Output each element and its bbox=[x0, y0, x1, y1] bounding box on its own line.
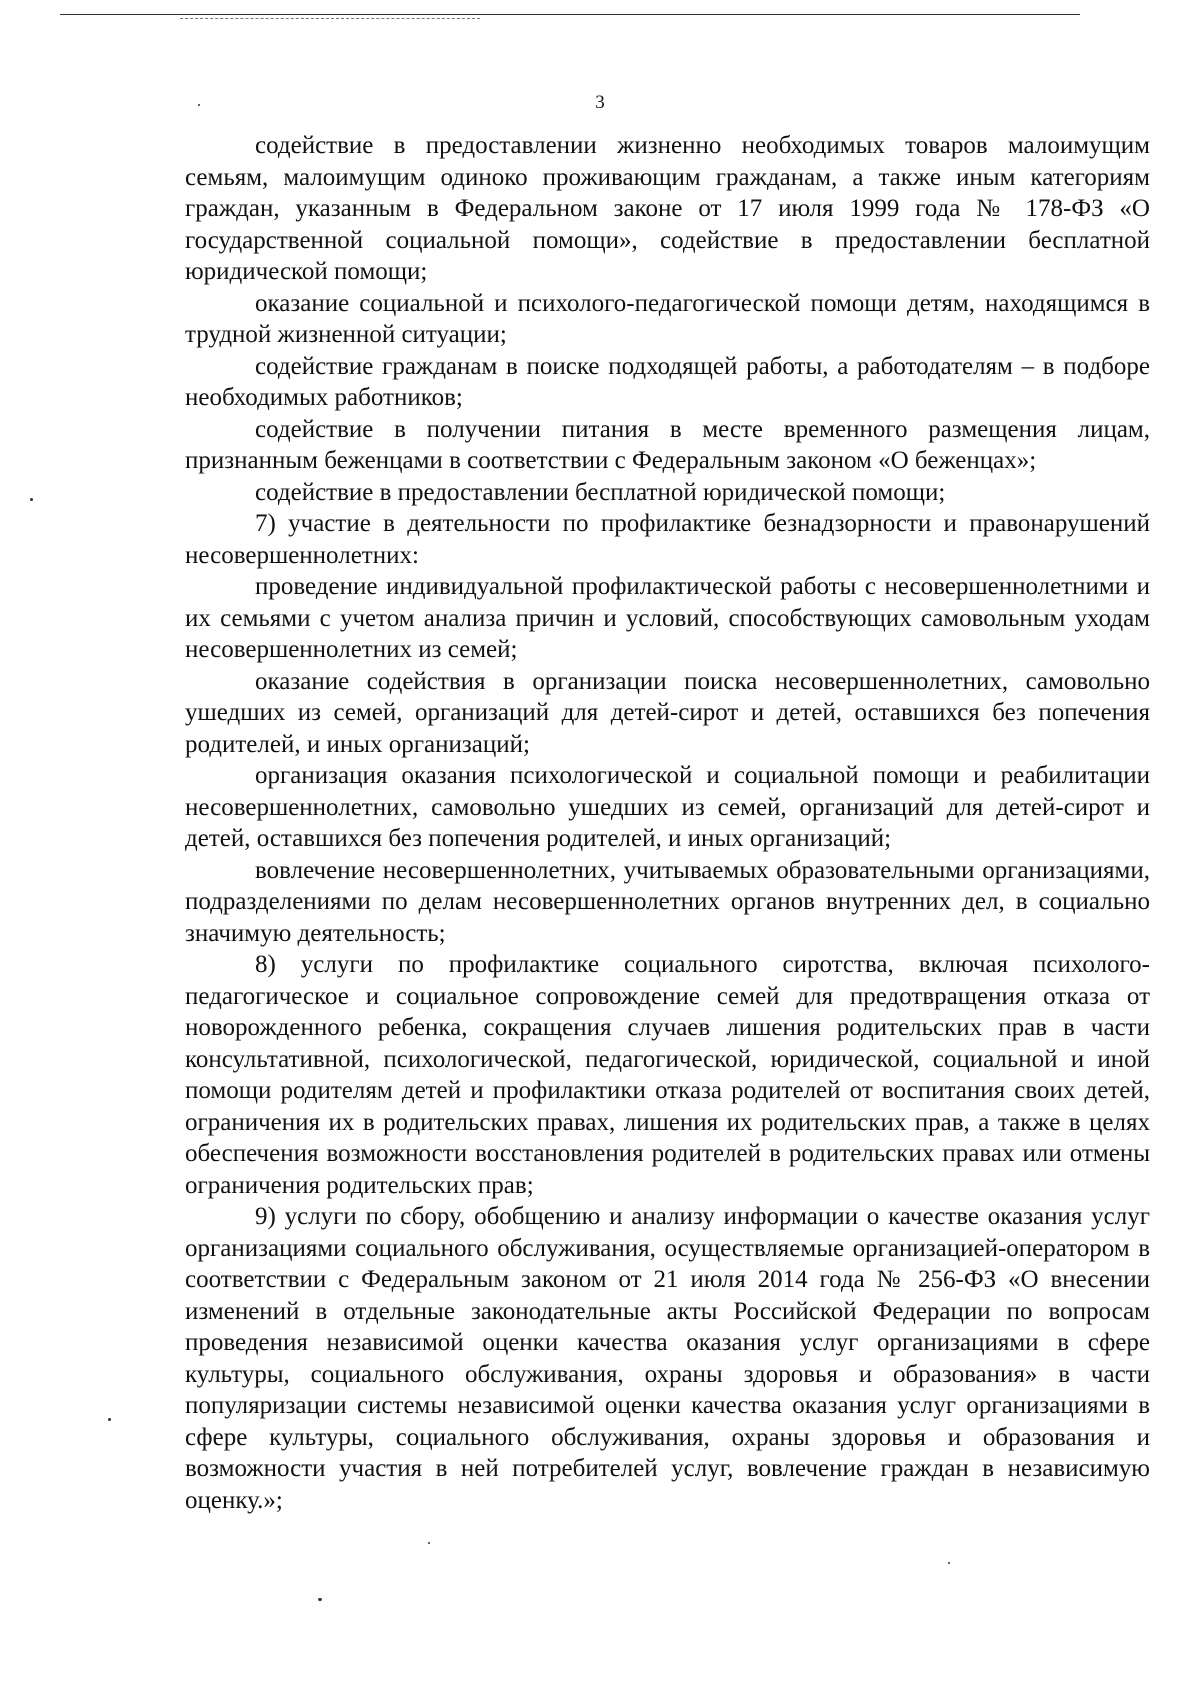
scan-speck bbox=[318, 1598, 322, 1601]
document-body bbox=[185, 130, 1150, 1516]
paragraph-goods-assistance: содействие в предоставлении жизненно необходимых товаров малоимущим семьям, малоимущим одиноко проживающим гражданам, а также иным категориям граждан, указанным в Федеральном законе от 17 июля 1999 года № 178-ФЗ «О государственной социальной помощи», содействие в предоставлении бесплатной юридической помощи; bbox=[185, 132, 1150, 285]
scan-top-edge-line bbox=[60, 14, 1080, 15]
paragraph-refugee-meals: содействие в получении питания в месте временного размещения лицам, признанным беженцами в соответствии с Федеральным законом «О беженцах»; bbox=[185, 415, 1150, 474]
paragraph-item-7: 7) участие в деятельности по профилактике безнадзорности и правонарушений несовершеннолетних: bbox=[185, 510, 1150, 569]
paragraph-job-search: содействие гражданам в поиске подходящей работы, а работодателям – в подборе необходимых работников; bbox=[185, 352, 1150, 411]
scan-speck bbox=[948, 1562, 950, 1564]
paragraph-child-psych-help: оказание социальной и психолого-педагогической помощи детям, находящимся в трудной жизненной ситуации; bbox=[185, 289, 1150, 348]
scan-speck bbox=[198, 104, 200, 106]
scan-top-edge-dashes bbox=[180, 18, 480, 19]
paragraph-item-8: 8) услуги по профилактике социального сиротства, включая психолого-педагогическое и социальное сопровождение семей для предотвращения отказа от новорожденного ребенка, сокращения случаев лишения родительских прав в части консультативной, психологической, педагогической, юридической, социальной и иной помощи родителям детей и профилактики отказа родителей от воспитания своих детей, ограничения их в родительских правах, лишения их родительских прав, а также в целях обеспечения возможности восстановления родителей в родительских правах или отмены ограничения родительских прав; bbox=[185, 951, 1150, 1199]
paragraph-search-assistance: оказание содействия в организации поиска несовершеннолетних, самовольно ушедших из семей, организаций для детей-сирот и детей, оставшихся без попечения родителей, и иных организаций; bbox=[185, 667, 1150, 758]
paragraph-legal-aid: содействие в предоставлении бесплатной юридической помощи; bbox=[255, 478, 946, 506]
scan-speck bbox=[108, 1418, 111, 1421]
paragraph-prevention-work: проведение индивидуальной профилактической работы с несовершеннолетними и их семьями с учетом анализа причин и условий, способствующих самовольным уходам несовершеннолетних из семей; bbox=[185, 573, 1150, 663]
paragraph-rehabilitation: организация оказания психологической и социальной помощи и реабилитации несовершеннолетних, самовольно ушедших из семей, организаций для детей-сирот и детей, оставшихся без попечения родителей, и иных организаций; bbox=[185, 762, 1150, 852]
scan-speck bbox=[30, 498, 33, 501]
page-number: 3 bbox=[595, 92, 605, 113]
paragraph-involvement: вовлечение несовершеннолетних, учитываемых образовательными организациями, подразделениями по делам несовершеннолетних органов внутренних дел, в социально значимую деятельность; bbox=[185, 856, 1150, 947]
paragraph-item-9: 9) услуги по сбору, обобщению и анализу информации о качестве оказания услуг организациями социального обслуживания, осуществляемые организацией-оператором в соответствии с Федеральным законом от 21 июля 2014 года № 256-ФЗ «О внесении изменений в отдельные законодательные акты Российской Федерации по вопросам проведения независимой оценки качества оказания услуг организациями в сфере культуры, социального обслуживания, охраны здоровья и образования» в части популяризации системы независимой оценки качества оказания услуг организациями в сфере культуры, социального обслуживания, охраны здоровья и образования и возможности участия в ней потребителей услуг, вовлечение граждан в независимую оценку.»; bbox=[185, 1203, 1150, 1514]
scan-speck bbox=[428, 1542, 430, 1544]
